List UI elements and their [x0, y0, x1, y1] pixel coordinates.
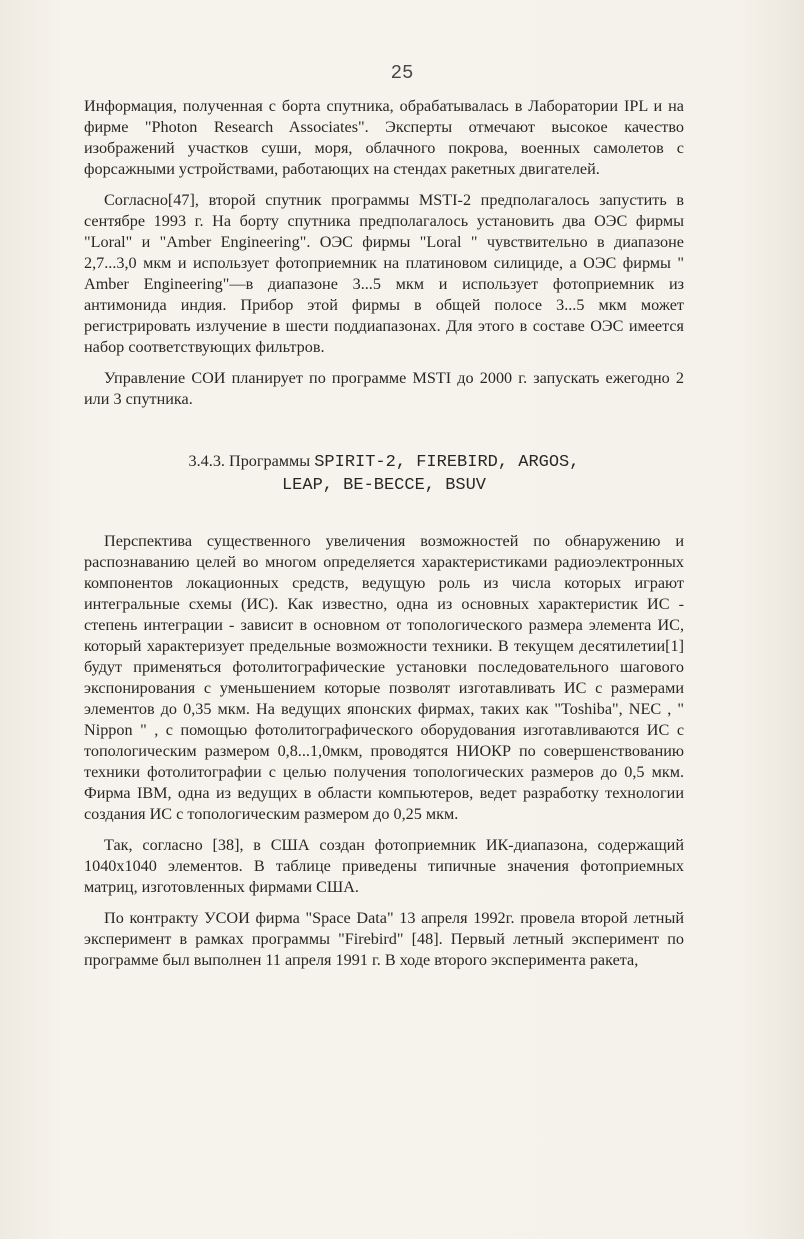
paragraph: По контракту УСОИ фирма "Space Data" 13 апреля 1992г. провела второй летный эксперимент в рамках программы "Firebird" [48]. Первый летный эксперимент по программе был выполнен 11 апреля 1991 г. В ходе второго эксперимента ракета,	[84, 909, 684, 969]
paragraph: Согласно[47], второй спутник программы MSTI-2 предполагалось запустить в сентябре 1993 г. На борту спутника предполагалось установить два ОЭС фирмы "Loral" и "Amber Engineering". ОЭС фирмы "Loral " чувствительно в диапазоне 2,7...3,0 мкм и использует фотоприемник на платиновом силициде, а ОЭС фирмы " Amber Engineering"—в диапазоне 3...5 мкм и использует фотоприемник из антимонида индия. Прибор этой фирмы в общей полосе 3...5 мкм может регистрировать излучение в шести поддиапазонах. Для этого в составе ОЭС имеется набор соответствующих фильтров.	[84, 191, 684, 356]
paragraph: Информация, полученная с борта спутника, обрабатывалась в Лаборатории IPL и на фирме "Photon Research Associates". Эксперты отмечают высокое качество изображений участков суши, моря, облачного покрова, военных самолетов с форсажными устройствами, работающих на стендах ракетных двигателей.	[84, 97, 684, 178]
section-title-line-2: LEAP, BE-BECCE, BSUV	[281, 476, 487, 495]
paragraph: Так, согласно [38], в США создан фотоприемник ИК-диапазона, содержащий 1040x1040 элементов. В таблице приведены типичные значения фотоприемных матриц, изготовленных фирмами США.	[84, 836, 684, 896]
paragraph: Управление СОИ планирует по программе MSTI до 2000 г. запускать ежегодно 2 или 3 спутника.	[84, 369, 684, 408]
page-number: 25	[390, 62, 414, 84]
section-number: 3.4.3. Программы	[188, 452, 311, 470]
paragraph: Перспектива существенного увеличения возможностей по обнаружению и распознаванию целей во многом определяется характеристиками радиоэлектронных компонентов локационных средств, ведущую роль из числа которых играют интегральные схемы (ИС). Как известно, одна из основных характеристик ИС - степень интеграции - зависит в основном от топологического размера элемента ИС, который характеризует предельные возможности техники. В текущем десятилетии[1] будут применяться фотолитографические установки последовательного шагового экспонирования с уменьшением которые позволят изготавливать ИС с размерами элементов до 0,35 мкм. На ведущих японских фирмах, таких как "Toshiba", NEC , " Nippon " , с помощью фотолитографического оборудования изготавливаются ИС с топологическим размером 0,8...1,0мкм, проводятся НИОКР по совершенствованию техники фотолитографии с целью получения топологических размеров до 0,5 мкм. Фирма IBM, одна из ведущих в области компьютеров, ведет разработку технологии создания ИС с топологическим размером до 0,25 мкм.	[84, 532, 684, 823]
section-heading	[84, 450, 684, 497]
page-content	[84, 96, 684, 981]
section-title-line-1: SPIRIT-2, FIREBIRD, ARGOS,	[314, 453, 580, 472]
